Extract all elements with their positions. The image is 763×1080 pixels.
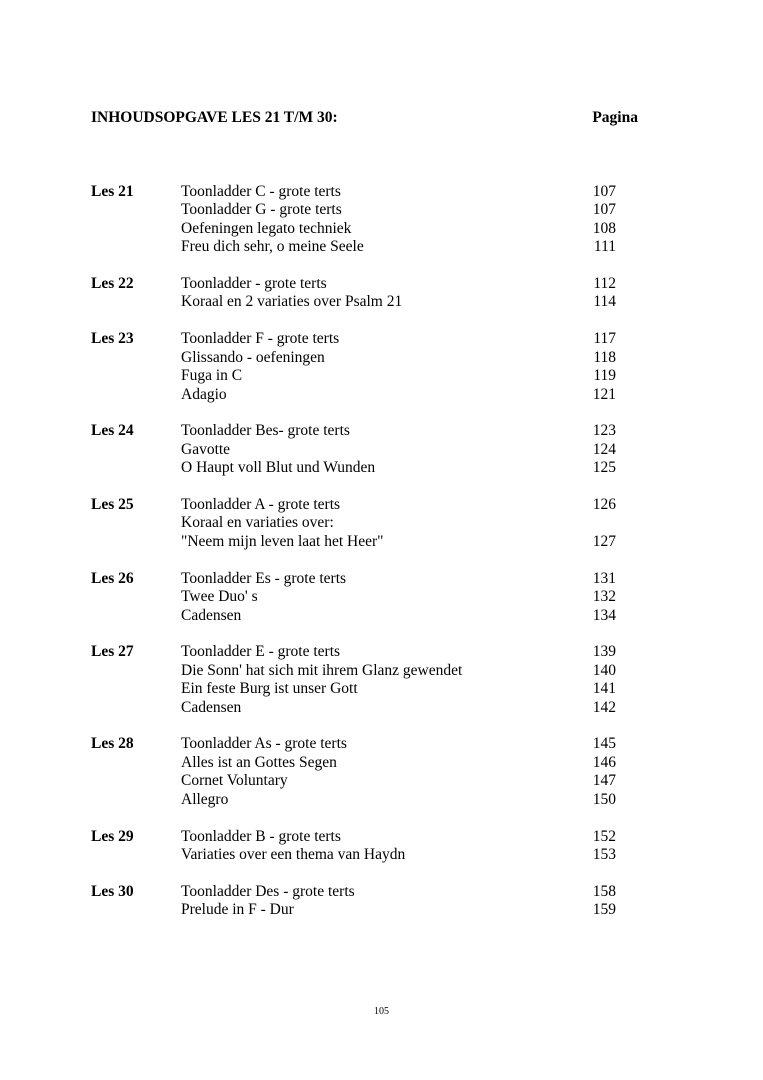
lesson-label: Les 29 [91, 827, 134, 845]
entry-page: 131 [592, 569, 616, 587]
toc-entry [181, 828, 616, 846]
lesson-entries [181, 570, 616, 625]
entry-title: Cadensen [181, 606, 242, 624]
lesson-entries [181, 422, 616, 477]
toc-entry [181, 533, 616, 551]
lesson-entries [181, 883, 616, 920]
entry-page: 141 [592, 680, 616, 698]
toc-header [91, 109, 638, 129]
pagina-label: Pagina [592, 109, 638, 126]
entry-page: 147 [592, 772, 616, 790]
lesson-label: Les 28 [91, 735, 134, 753]
toc-entry [181, 846, 616, 864]
entry-page: 124 [592, 440, 616, 458]
entry-page: 142 [592, 698, 616, 716]
entry-title: Toonladder F - grote terts [181, 330, 340, 348]
toc-entry [181, 588, 616, 606]
entry-title: Variaties over een thema van Haydn [181, 845, 406, 863]
entry-title: Koraal en variaties over: [181, 514, 334, 532]
toc-entry [181, 275, 616, 293]
toc-entry [181, 791, 616, 809]
entry-page: 152 [592, 827, 616, 845]
entry-page: 158 [592, 882, 616, 900]
entry-title: Toonladder C - grote terts [181, 183, 341, 200]
lesson-entries [181, 183, 616, 257]
lesson-label: Les 27 [91, 643, 134, 661]
entry-title: Koraal en 2 variaties over Psalm 21 [181, 293, 403, 311]
entry-page: 145 [592, 735, 616, 753]
entry-page: 107 [592, 183, 616, 200]
toc-entry [181, 570, 616, 588]
lesson-entries [181, 735, 616, 809]
toc-entry [181, 496, 616, 514]
lesson-group [91, 330, 616, 404]
toc-entry [181, 441, 616, 459]
entry-page: 140 [592, 661, 616, 679]
entry-title: Oefeningen legato techniek [181, 219, 352, 237]
toc-entry [181, 643, 616, 661]
lesson-group [91, 735, 616, 809]
toc-entry [181, 422, 616, 440]
entry-page: 146 [592, 753, 616, 771]
entry-title: Freu dich sehr, o meine Seele [181, 238, 364, 256]
entry-page: 125 [592, 459, 616, 477]
entry-page: 126 [592, 496, 616, 514]
entry-title: Gavotte [181, 440, 231, 458]
toc-entry [181, 349, 616, 367]
entry-title: Toonladder B - grote terts [181, 827, 341, 845]
toc-entry [181, 293, 616, 311]
toc-entry [181, 754, 616, 772]
page-number: 105 [374, 1006, 389, 1017]
toc-entry [181, 238, 616, 256]
entry-title: Toonladder A - grote terts [181, 496, 341, 514]
entry-page: 132 [592, 588, 616, 606]
entry-page: 134 [592, 606, 616, 624]
entry-page: 150 [592, 790, 616, 808]
lesson-entries [181, 643, 616, 717]
toc-entry [181, 330, 616, 348]
lesson-label: Les 25 [91, 496, 134, 514]
entry-page: 127 [592, 532, 616, 550]
entry-title: Die Sonn' hat sich mit ihrem Glanz gewendet [181, 661, 463, 679]
toc-entry [181, 220, 616, 238]
lesson-label: Les 23 [91, 330, 134, 348]
lesson-label: Les 24 [91, 422, 134, 440]
lesson-group [91, 183, 616, 257]
entry-page: 118 [593, 348, 616, 366]
toc-entry [181, 901, 616, 919]
entry-title: Ein feste Burg ist unser Gott [181, 680, 358, 698]
entry-title: Toonladder As - grote terts [181, 735, 347, 753]
entry-page: 108 [592, 219, 616, 237]
entry-page: 107 [592, 201, 616, 219]
table-of-contents [91, 183, 616, 938]
entry-page: 112 [593, 275, 616, 293]
toc-entry [181, 459, 616, 477]
lesson-label: Les 26 [91, 569, 134, 587]
entry-title: Prelude in F - Dur [181, 901, 294, 919]
entry-page: 123 [592, 422, 616, 440]
lesson-label: Les 21 [91, 183, 134, 200]
toc-entry [181, 367, 616, 385]
toc-entry [181, 607, 616, 625]
toc-entry [181, 883, 616, 901]
lesson-label: Les 22 [91, 275, 134, 293]
toc-entry [181, 201, 616, 219]
lesson-group [91, 275, 616, 312]
entry-title: O Haupt voll Blut und Wunden [181, 459, 376, 477]
lesson-entries [181, 828, 616, 865]
entry-page: 111 [593, 238, 616, 256]
lesson-group [91, 643, 616, 717]
entry-title: Toonladder E - grote terts [181, 643, 341, 661]
toc-entry [181, 662, 616, 680]
toc-entry [181, 680, 616, 698]
entry-title: Toonladder Des - grote terts [181, 882, 355, 900]
entry-title: "Neem mijn leven laat het Heer" [181, 532, 384, 550]
entry-page: 121 [592, 385, 616, 403]
toc-entry [181, 386, 616, 404]
lesson-group [91, 422, 616, 477]
entry-title: Cadensen [181, 698, 242, 716]
toc-entry [181, 183, 616, 201]
toc-entry [181, 699, 616, 717]
entry-title: Toonladder Es - grote terts [181, 569, 347, 587]
entry-title: Fuga in C [181, 367, 243, 385]
entry-page: 159 [592, 901, 616, 919]
entry-title: Twee Duo' s [181, 588, 258, 606]
entry-page: 153 [592, 845, 616, 863]
toc-entry [181, 514, 616, 532]
lesson-group [91, 828, 616, 865]
entry-page: 114 [593, 293, 616, 311]
entry-page: 119 [593, 367, 616, 385]
entry-title: Toonladder - grote terts [181, 275, 327, 293]
entry-title: Cornet Voluntary [181, 772, 288, 790]
entry-title: Toonladder G - grote terts [181, 201, 342, 219]
entry-page: 139 [592, 643, 616, 661]
lesson-label: Les 30 [91, 882, 134, 900]
lesson-entries [181, 496, 616, 551]
toc-entry [181, 772, 616, 790]
lesson-group [91, 496, 616, 551]
lesson-group [91, 883, 616, 920]
lesson-group [91, 570, 616, 625]
entry-title: Allegro [181, 790, 229, 808]
lesson-entries [181, 330, 616, 404]
entry-title: Toonladder Bes- grote terts [181, 422, 350, 440]
lesson-entries [181, 275, 616, 312]
entry-title: Alles ist an Gottes Segen [181, 753, 337, 771]
toc-title: INHOUDSOPGAVE LES 21 T/M 30: [91, 109, 338, 126]
entry-page: 117 [593, 330, 616, 348]
entry-title: Adagio [181, 385, 227, 403]
entry-title: Glissando - oefeningen [181, 348, 325, 366]
toc-entry [181, 735, 616, 753]
